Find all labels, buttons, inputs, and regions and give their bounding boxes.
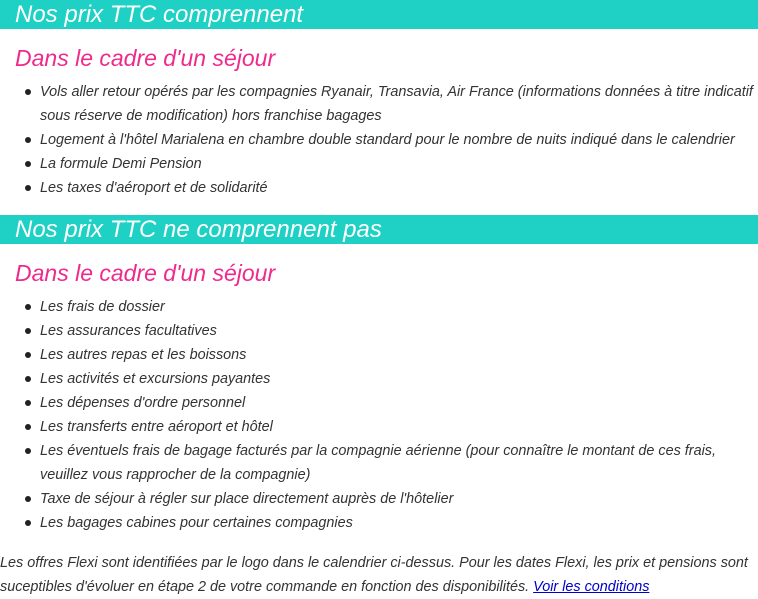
conditions-link[interactable]: Voir les conditions	[533, 579, 650, 595]
list-item: Logement à l'hôtel Marialena en chambre double standard pour le nombre de nuits indiqué dans le calendrier	[0, 128, 758, 152]
included-section-title: Nos prix TTC comprennent	[15, 1, 304, 28]
list-item: Les frais de dossier	[0, 295, 758, 319]
list-item: Taxe de séjour à régler sur place directement auprès de l'hôtelier	[0, 487, 758, 511]
list-item: Les éventuels frais de bagage facturés par la compagnie aérienne (pour connaître le montant de ces frais, veuillez vous rapprocher de la compagnie)	[0, 439, 758, 487]
list-item: Les autres repas et les boissons	[0, 343, 758, 367]
excluded-list	[0, 295, 758, 535]
excluded-section-title: Nos prix TTC ne comprennent pas	[15, 216, 382, 243]
flexi-note	[0, 551, 754, 599]
flexi-note-text: Les offres Flexi sont identifiées par le logo dans le calendrier ci-dessus. Pour les dates Flexi, les prix et pensions sont suceptibles d'évoluer en étape 2 de votre commande en fonction des disponibilités.	[0, 555, 748, 595]
included-list	[0, 80, 758, 200]
list-item: Les dépenses d'ordre personnel	[0, 391, 758, 415]
list-item: Les transferts entre aéroport et hôtel	[0, 415, 758, 439]
excluded-subtitle: Dans le cadre d'un séjour	[15, 260, 276, 286]
included-header-band	[0, 0, 758, 29]
included-subtitle: Dans le cadre d'un séjour	[15, 45, 276, 71]
list-item: La formule Demi Pension	[0, 152, 758, 176]
list-item: Les bagages cabines pour certaines compagnies	[0, 511, 758, 535]
excluded-header-band	[0, 215, 758, 244]
list-item: Les assurances facultatives	[0, 319, 758, 343]
list-item: Les taxes d'aéroport et de solidarité	[0, 176, 758, 200]
list-item: Vols aller retour opérés par les compagnies Ryanair, Transavia, Air France (informations données à titre indicatif sous réserve de modification) hors franchise bagages	[0, 80, 758, 128]
list-item: Les activités et excursions payantes	[0, 367, 758, 391]
